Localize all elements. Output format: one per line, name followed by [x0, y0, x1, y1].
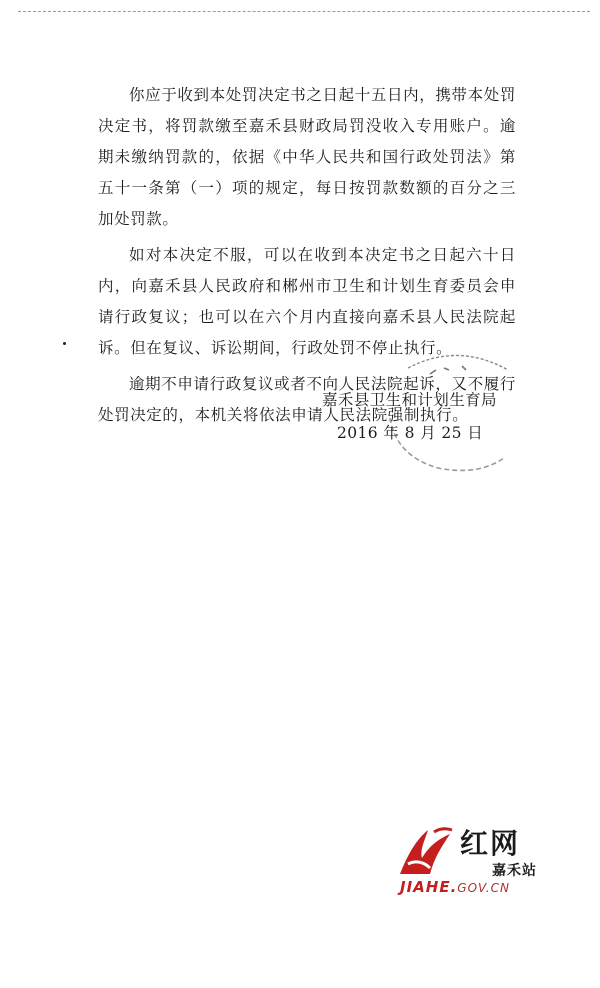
scan-top-border	[18, 11, 590, 12]
paragraph-appeal-rights: 如对本决定不服，可以在收到本决定书之日起六十日内，向嘉禾县人民政府和郴州市卫生和计划生育委员会申请行政复议；也可以在六个月内直接向嘉禾县人民法院起诉。但在复议、诉讼期间，行政处罚不停止执行。	[98, 246, 516, 357]
official-seal-stamp	[378, 348, 538, 478]
paragraph-enforcement: 逾期不申请行政复议或者不向人民法院起诉，又不履行处罚决定的，本机关将依法申请人民法院强制执行。	[98, 375, 516, 424]
scan-dot	[63, 342, 66, 345]
rednet-brand: 红网	[460, 827, 521, 860]
paragraph-payment-deadline: 你应于收到本处罚决定书之日起十五日内，携带本处罚决定书，将罚款缴至嘉禾县财政局罚没收入专用账户。逾期未缴纳罚款的，依据《中华人民共和国行政处罚法》第五十一条第（一）项的规定，每日按罚款数额的百分之三加处罚款。	[98, 86, 516, 228]
rednet-domain	[400, 878, 510, 896]
rednet-station: 嘉禾站	[492, 863, 537, 879]
rednet-logo-icon	[394, 824, 456, 880]
domain-main: JIAHE.	[400, 878, 458, 896]
rednet-watermark	[394, 818, 574, 898]
issuing-authority: 嘉禾县卫生和计划生育局	[322, 391, 497, 409]
issue-date: 2016 年 8 月 25 日	[337, 424, 484, 442]
domain-suffix: GOV.CN	[457, 881, 511, 895]
